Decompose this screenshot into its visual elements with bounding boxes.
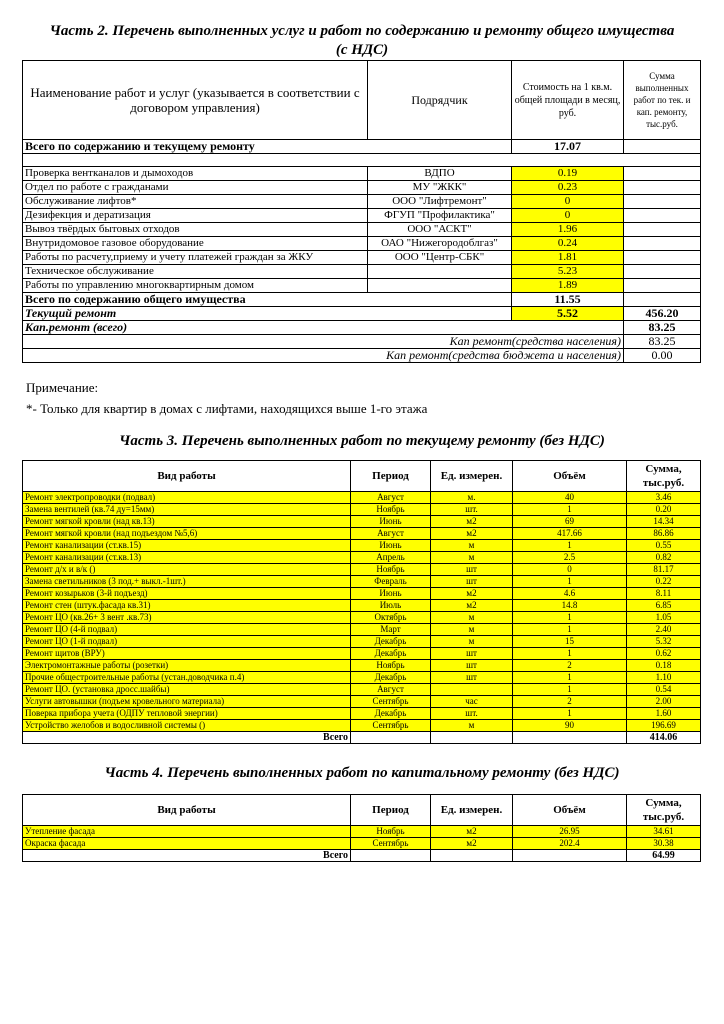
work-volume: 1	[513, 612, 627, 624]
work-sum: 1.05	[627, 612, 701, 624]
work-period: Ноябрь	[351, 504, 431, 516]
work-row	[23, 504, 701, 516]
work-sum: 0.55	[627, 540, 701, 552]
service-contractor: ООО "Центр-СБК"	[368, 251, 512, 265]
work-unit: м	[431, 540, 513, 552]
work-row	[23, 576, 701, 588]
work-volume: 40	[513, 492, 627, 504]
work-row	[23, 624, 701, 636]
p4-header-sum: Сумма, тыс.руб.	[627, 795, 701, 826]
work-period: Ноябрь	[351, 660, 431, 672]
work-volume: 1	[513, 624, 627, 636]
service-name: Работы по управлению многоквартирным домом	[23, 279, 368, 293]
work-period: Декабрь	[351, 636, 431, 648]
service-name: Техническое обслуживание	[23, 265, 368, 279]
cap-repair-label: Кап.ремонт (всего)	[23, 321, 624, 335]
part3-total-sum: 414.06	[627, 732, 701, 744]
work-row	[23, 708, 701, 720]
work-row	[23, 660, 701, 672]
work-unit: м	[431, 624, 513, 636]
work-unit: м2	[431, 588, 513, 600]
work-name: Ремонт ЦО (1-й подвал)	[23, 636, 351, 648]
work-row	[23, 528, 701, 540]
service-cost: 0.23	[512, 181, 624, 195]
work-sum: 6.85	[627, 600, 701, 612]
service-row	[23, 223, 701, 237]
service-cost: 5.23	[512, 265, 624, 279]
work-row	[23, 588, 701, 600]
work-row	[23, 540, 701, 552]
work-row	[23, 516, 701, 528]
service-contractor: ОАО "Нижегородоблгаз"	[368, 237, 512, 251]
work-period: Июнь	[351, 540, 431, 552]
part2-title-line2: (с НДС)	[335, 42, 389, 58]
work-volume: 90	[513, 720, 627, 732]
work-name: Ремонт канализации (ст.кв.13)	[23, 552, 351, 564]
part3-rows	[23, 492, 701, 732]
work-sum: 3.46	[627, 492, 701, 504]
part4-rows	[23, 826, 701, 850]
work-volume: 2	[513, 660, 627, 672]
p3-header-unit: Ед. измерен.	[431, 461, 513, 492]
work-name: Ремонт козырьков (3-й подъезд)	[23, 588, 351, 600]
part4-total-sum: 64.99	[627, 850, 701, 862]
work-sum: 5.32	[627, 636, 701, 648]
work-sum: 0.18	[627, 660, 701, 672]
service-row	[23, 237, 701, 251]
work-volume: 1	[513, 672, 627, 684]
service-cost: 0.24	[512, 237, 624, 251]
p3-header-period: Период	[351, 461, 431, 492]
note-text: *- Только для квартир в домах с лифтами, находящихся выше 1-го этажа	[26, 401, 428, 416]
work-sum: 14.34	[627, 516, 701, 528]
work-unit: шт.	[431, 504, 513, 516]
work-volume: 1	[513, 576, 627, 588]
cap-repair-sum: 83.25	[624, 321, 701, 335]
work-name: Ремонт ЦО (кв.26+ 3 вент .кв.73)	[23, 612, 351, 624]
work-period: Март	[351, 624, 431, 636]
work-name: Ремонт щитов (ВРУ)	[23, 648, 351, 660]
p4-header-period: Период	[351, 795, 431, 826]
service-cost: 0.19	[512, 167, 624, 181]
maintenance-total-label: Всего по содержанию общего имущества	[23, 293, 512, 307]
total-row	[23, 140, 701, 154]
work-unit: час	[431, 696, 513, 708]
part2-rows	[23, 167, 701, 293]
work-row	[23, 552, 701, 564]
work-volume: 202.4	[513, 838, 627, 850]
work-row	[23, 564, 701, 576]
work-sum: 2.00	[627, 696, 701, 708]
cap-budget-sum: 0.00	[624, 349, 701, 363]
work-row	[23, 696, 701, 708]
current-repair-label: Текущий ремонт	[23, 307, 512, 321]
work-name: Ремонт мягкой кровли (над подъездом №5,6)	[23, 528, 351, 540]
service-cost: 0	[512, 209, 624, 223]
work-volume: 417.66	[513, 528, 627, 540]
work-name: Замена вентилей (кв.74 ду=15мм)	[23, 504, 351, 516]
service-cost: 1.81	[512, 251, 624, 265]
part2-title	[0, 22, 724, 60]
work-row	[23, 684, 701, 696]
service-name: Проверка вентканалов и дымоходов	[23, 167, 368, 181]
part3-total-label: Всего	[23, 732, 351, 744]
p4-header-unit: Ед. измерен.	[431, 795, 513, 826]
service-row	[23, 279, 701, 293]
current-repair-sum: 456.20	[624, 307, 701, 321]
service-contractor: ФГУП "Профилактика"	[368, 209, 512, 223]
work-name: Окраска фасада	[23, 838, 351, 850]
work-sum: 1.10	[627, 672, 701, 684]
p3-header-sum: Сумма, тыс.руб.	[627, 461, 701, 492]
work-row	[23, 612, 701, 624]
part3-total-row	[23, 732, 701, 744]
work-unit: м2	[431, 528, 513, 540]
service-row	[23, 209, 701, 223]
work-name: Ремонт ЦО (4-й подвал)	[23, 624, 351, 636]
work-sum: 0.22	[627, 576, 701, 588]
part4-table	[22, 794, 701, 862]
work-row	[23, 838, 701, 850]
work-period: Апрель	[351, 552, 431, 564]
work-unit: м.	[431, 492, 513, 504]
work-unit: м	[431, 612, 513, 624]
work-sum: 0.62	[627, 648, 701, 660]
service-row	[23, 167, 701, 181]
work-period: Июль	[351, 600, 431, 612]
work-volume: 69	[513, 516, 627, 528]
work-volume: 14.8	[513, 600, 627, 612]
work-period: Февраль	[351, 576, 431, 588]
work-name: Поверка прибора учета (ОДПУ тепловой энергии)	[23, 708, 351, 720]
work-period: Август	[351, 684, 431, 696]
current-repair-row	[23, 307, 701, 321]
work-sum: 0.54	[627, 684, 701, 696]
work-period: Ноябрь	[351, 826, 431, 838]
work-period: Декабрь	[351, 648, 431, 660]
work-unit: шт	[431, 564, 513, 576]
cap-pop-row	[23, 335, 701, 349]
part3-table	[22, 460, 701, 744]
service-contractor: ВДПО	[368, 167, 512, 181]
work-unit: шт	[431, 672, 513, 684]
work-sum: 196.69	[627, 720, 701, 732]
work-row	[23, 492, 701, 504]
service-name: Вывоз твёрдых бытовых отходов	[23, 223, 368, 237]
work-sum: 81.17	[627, 564, 701, 576]
work-unit: м2	[431, 600, 513, 612]
work-row	[23, 636, 701, 648]
maintenance-total-cost: 11.55	[512, 293, 624, 307]
work-unit: шт	[431, 660, 513, 672]
work-sum: 34.61	[627, 826, 701, 838]
work-unit: шт	[431, 576, 513, 588]
work-name: Устройство желобов и водосливной системы ()	[23, 720, 351, 732]
work-unit: м	[431, 636, 513, 648]
work-name: Ремонт электропроводки (подвал)	[23, 492, 351, 504]
work-volume: 0	[513, 564, 627, 576]
work-sum: 2.40	[627, 624, 701, 636]
part3-title: Часть 3. Перечень выполненных работ по текущему ремонту (без НДС)	[119, 433, 605, 449]
header-contractor: Подрядчик	[368, 61, 512, 140]
work-name: Ремонт д/х и в/к ()	[23, 564, 351, 576]
work-volume: 26.95	[513, 826, 627, 838]
total-row-label: Всего по содержанию и текущему ремонту	[23, 140, 512, 154]
maintenance-total-row	[23, 293, 701, 307]
work-volume: 1	[513, 648, 627, 660]
work-name: Услуги автовышки (подъем кровельного материала)	[23, 696, 351, 708]
work-unit: м2	[431, 516, 513, 528]
part4-total-row	[23, 850, 701, 862]
work-unit: шт.	[431, 708, 513, 720]
service-cost: 0	[512, 195, 624, 209]
work-period: Октябрь	[351, 612, 431, 624]
work-unit: шт	[431, 648, 513, 660]
work-name: Ремонт стен (штук.фасада кв.31)	[23, 600, 351, 612]
cap-pop-label: Кап ремонт(средства населения)	[23, 335, 624, 349]
service-contractor	[368, 265, 512, 279]
total-row-cost: 17.07	[512, 140, 624, 154]
work-volume: 1	[513, 540, 627, 552]
work-volume: 15	[513, 636, 627, 648]
work-name: Замена светильников (3 под.+ выкл.-1шт.)	[23, 576, 351, 588]
service-name: Работы по расчету,приему и учету платежей граждан за ЖКУ	[23, 251, 368, 265]
work-unit: м	[431, 552, 513, 564]
cap-repair-row	[23, 321, 701, 335]
work-volume: 1	[513, 504, 627, 516]
work-period: Июнь	[351, 516, 431, 528]
work-name: Электромонтажные работы (розетки)	[23, 660, 351, 672]
work-row	[23, 648, 701, 660]
work-row	[23, 826, 701, 838]
header-cost: Стоимость на 1 кв.м. общей площади в месяц, руб.	[512, 61, 624, 140]
service-contractor: МУ "ЖКК"	[368, 181, 512, 195]
current-repair-cost: 5.52	[512, 307, 624, 321]
work-sum: 8.11	[627, 588, 701, 600]
service-contractor: ООО "Лифтремонт"	[368, 195, 512, 209]
work-period: Декабрь	[351, 708, 431, 720]
work-volume: 2.5	[513, 552, 627, 564]
work-sum: 0.20	[627, 504, 701, 516]
service-name: Обслуживание лифтов*	[23, 195, 368, 209]
work-volume: 1	[513, 684, 627, 696]
service-row	[23, 251, 701, 265]
service-contractor: ООО "АСКТ"	[368, 223, 512, 237]
header-sum: Сумма выполненных работ по тек. и кап. ремонту, тыс.руб.	[624, 61, 701, 140]
work-name: Ремонт канализации (ст.кв.15)	[23, 540, 351, 552]
work-volume: 1	[513, 708, 627, 720]
p4-header-work: Вид работы	[23, 795, 351, 826]
work-volume: 4.6	[513, 588, 627, 600]
service-name: Внутридомовое газовое оборудование	[23, 237, 368, 251]
service-row	[23, 181, 701, 195]
service-name: Отдел по работе с гражданами	[23, 181, 368, 195]
work-row	[23, 720, 701, 732]
work-sum: 0.82	[627, 552, 701, 564]
part4-total-label: Всего	[23, 850, 351, 862]
p4-header-volume: Объём	[513, 795, 627, 826]
work-unit: м	[431, 720, 513, 732]
work-row	[23, 600, 701, 612]
service-name: Дезифекция и дератизация	[23, 209, 368, 223]
service-row	[23, 195, 701, 209]
cap-budget-label: Кап ремонт(средства бюджета и населения)	[23, 349, 624, 363]
work-sum: 86.86	[627, 528, 701, 540]
work-volume: 2	[513, 696, 627, 708]
work-name: Прочие общестроительные работы (устан.доводчика п.4)	[23, 672, 351, 684]
work-unit	[431, 684, 513, 696]
work-period: Ноябрь	[351, 564, 431, 576]
work-period: Сентябрь	[351, 838, 431, 850]
work-sum: 1.60	[627, 708, 701, 720]
work-row	[23, 672, 701, 684]
work-unit: м2	[431, 826, 513, 838]
work-name: Ремонт мягкой кровли (над кв.13)	[23, 516, 351, 528]
p3-header-volume: Объём	[513, 461, 627, 492]
part2-title-line1: Часть 2. Перечень выполненных услуг и работ по содержанию и ремонту общего имущества	[49, 23, 675, 39]
cap-budget-row	[23, 349, 701, 363]
work-period: Сентябрь	[351, 720, 431, 732]
part4-title: Часть 4. Перечень выполненных работ по капитальному ремонту (без НДС)	[104, 765, 620, 781]
service-row	[23, 265, 701, 279]
part2-table	[22, 60, 701, 363]
work-period: Декабрь	[351, 672, 431, 684]
work-sum: 30.38	[627, 838, 701, 850]
work-name: Ремонт ЦО. (установка дросс.шайбы)	[23, 684, 351, 696]
service-contractor	[368, 279, 512, 293]
work-name: Утепление фасада	[23, 826, 351, 838]
work-period: Август	[351, 492, 431, 504]
work-period: Август	[351, 528, 431, 540]
p3-header-work: Вид работы	[23, 461, 351, 492]
service-cost: 1.96	[512, 223, 624, 237]
service-cost: 1.89	[512, 279, 624, 293]
work-unit: м2	[431, 838, 513, 850]
work-period: Сентябрь	[351, 696, 431, 708]
header-name: Наименование работ и услуг (указывается в соответствии с договором управления)	[23, 61, 368, 140]
note-title: Примечание:	[26, 380, 99, 395]
work-period: Июнь	[351, 588, 431, 600]
cap-pop-sum: 83.25	[624, 335, 701, 349]
